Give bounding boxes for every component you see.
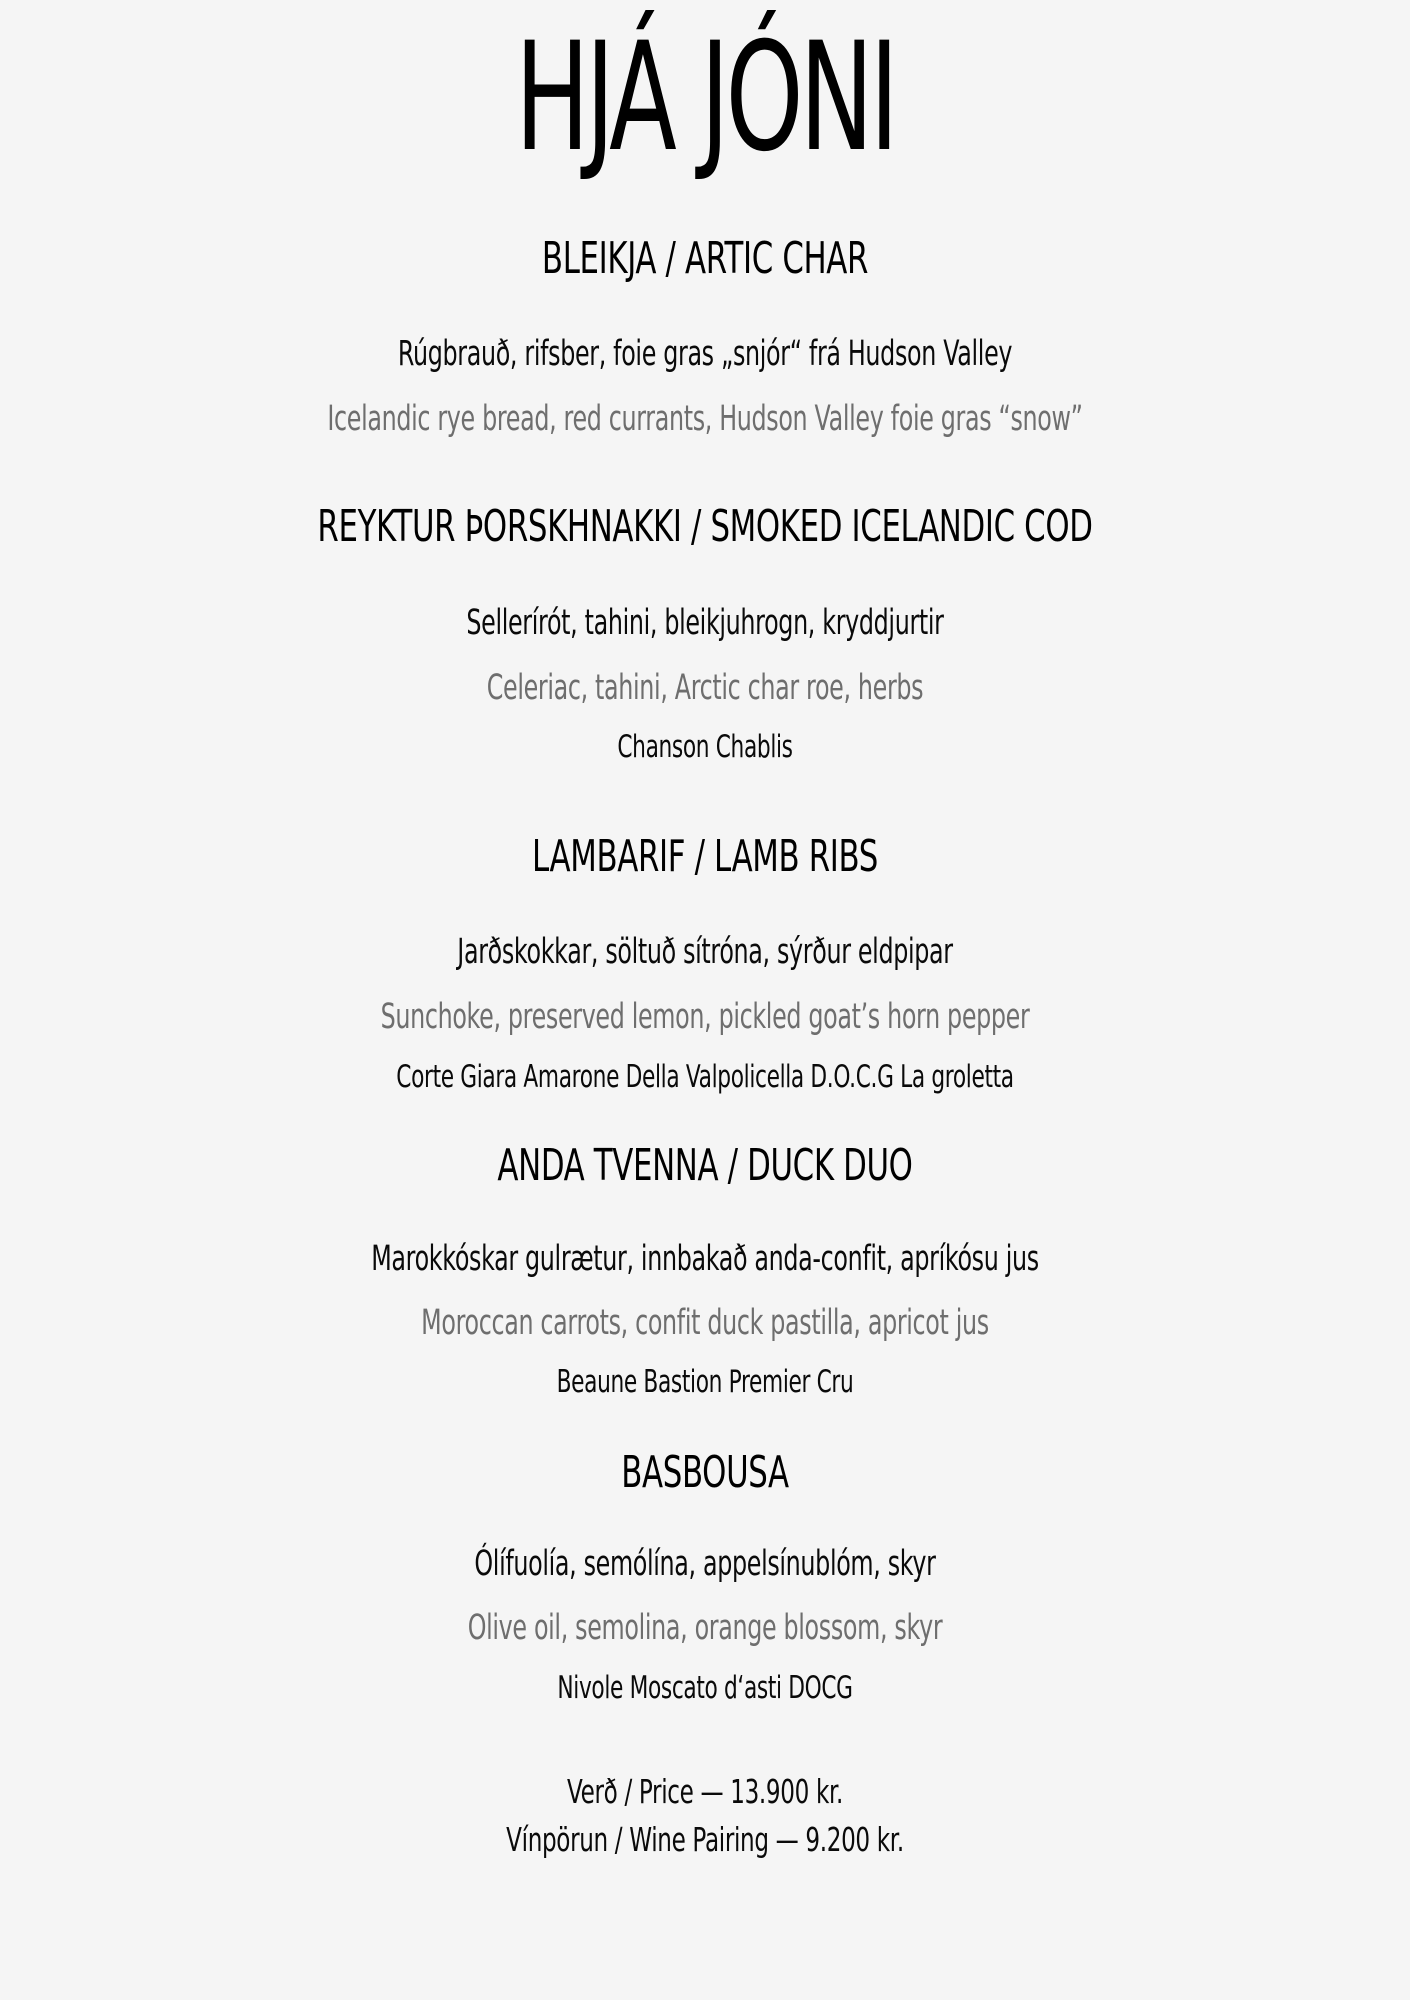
course-4-heading: ANDA TVENNA / DUCK DUO bbox=[497, 1140, 913, 1191]
course-3-description-en: Sunchoke, preserved lemon, pickled goat’s horn pepper bbox=[380, 997, 1030, 1037]
course-4-description-en: Moroccan carrots, confit duck pastilla, apricot jus bbox=[421, 1303, 989, 1343]
course-5-wine: Nivole Moscato d‘asti DOCG bbox=[557, 1670, 853, 1706]
course-5-description-en: Olive oil, semolina, orange blossom, skyr bbox=[467, 1608, 943, 1648]
course-2-heading: REYKTUR ÞORSKHNAKKI / SMOKED ICELANDIC COD bbox=[317, 501, 1093, 552]
course-5-heading: BASBOUSA bbox=[621, 1447, 789, 1498]
course-2-description-en: Celeriac, tahini, Arctic char roe, herbs bbox=[486, 668, 924, 708]
course-3-heading: LAMBARIF / LAMB RIBS bbox=[532, 831, 878, 882]
course-3-wine: Corte Giara Amarone Della Valpolicella D.O.C.G La groletta bbox=[396, 1059, 1014, 1095]
course-5-description-is: Ólífuolía, semólína, appelsínublóm, skyr bbox=[474, 1544, 936, 1584]
restaurant-name: HJÁ JÓNI bbox=[515, 11, 895, 185]
course-1-description-en: Icelandic rye bread, red currants, Hudson Valley foie gras “snow” bbox=[327, 399, 1083, 439]
course-4-wine: Beaune Bastion Premier Cru bbox=[556, 1364, 854, 1400]
course-2-description-is: Sellerírót, tahini, bleikjuhrogn, kryddjurtir bbox=[466, 603, 944, 643]
course-2-wine: Chanson Chablis bbox=[617, 729, 793, 765]
wine-pairing-price: Vínpörun / Wine Pairing — 9.200 kr. bbox=[506, 1820, 904, 1859]
menu-price: Verð / Price — 13.900 kr. bbox=[567, 1772, 843, 1811]
course-1-heading: BLEIKJA / ARTIC CHAR bbox=[541, 233, 869, 284]
course-3-description-is: Jarðskokkar, söltuð sítróna, sýrður eldpipar bbox=[457, 932, 953, 972]
course-1-description-is: Rúgbrauð, rifsber, foie gras „snjór“ frá Hudson Valley bbox=[397, 334, 1013, 374]
course-4-description-is: Marokkóskar gulrætur, innbakað anda-confit, apríkósu jus bbox=[371, 1239, 1039, 1279]
